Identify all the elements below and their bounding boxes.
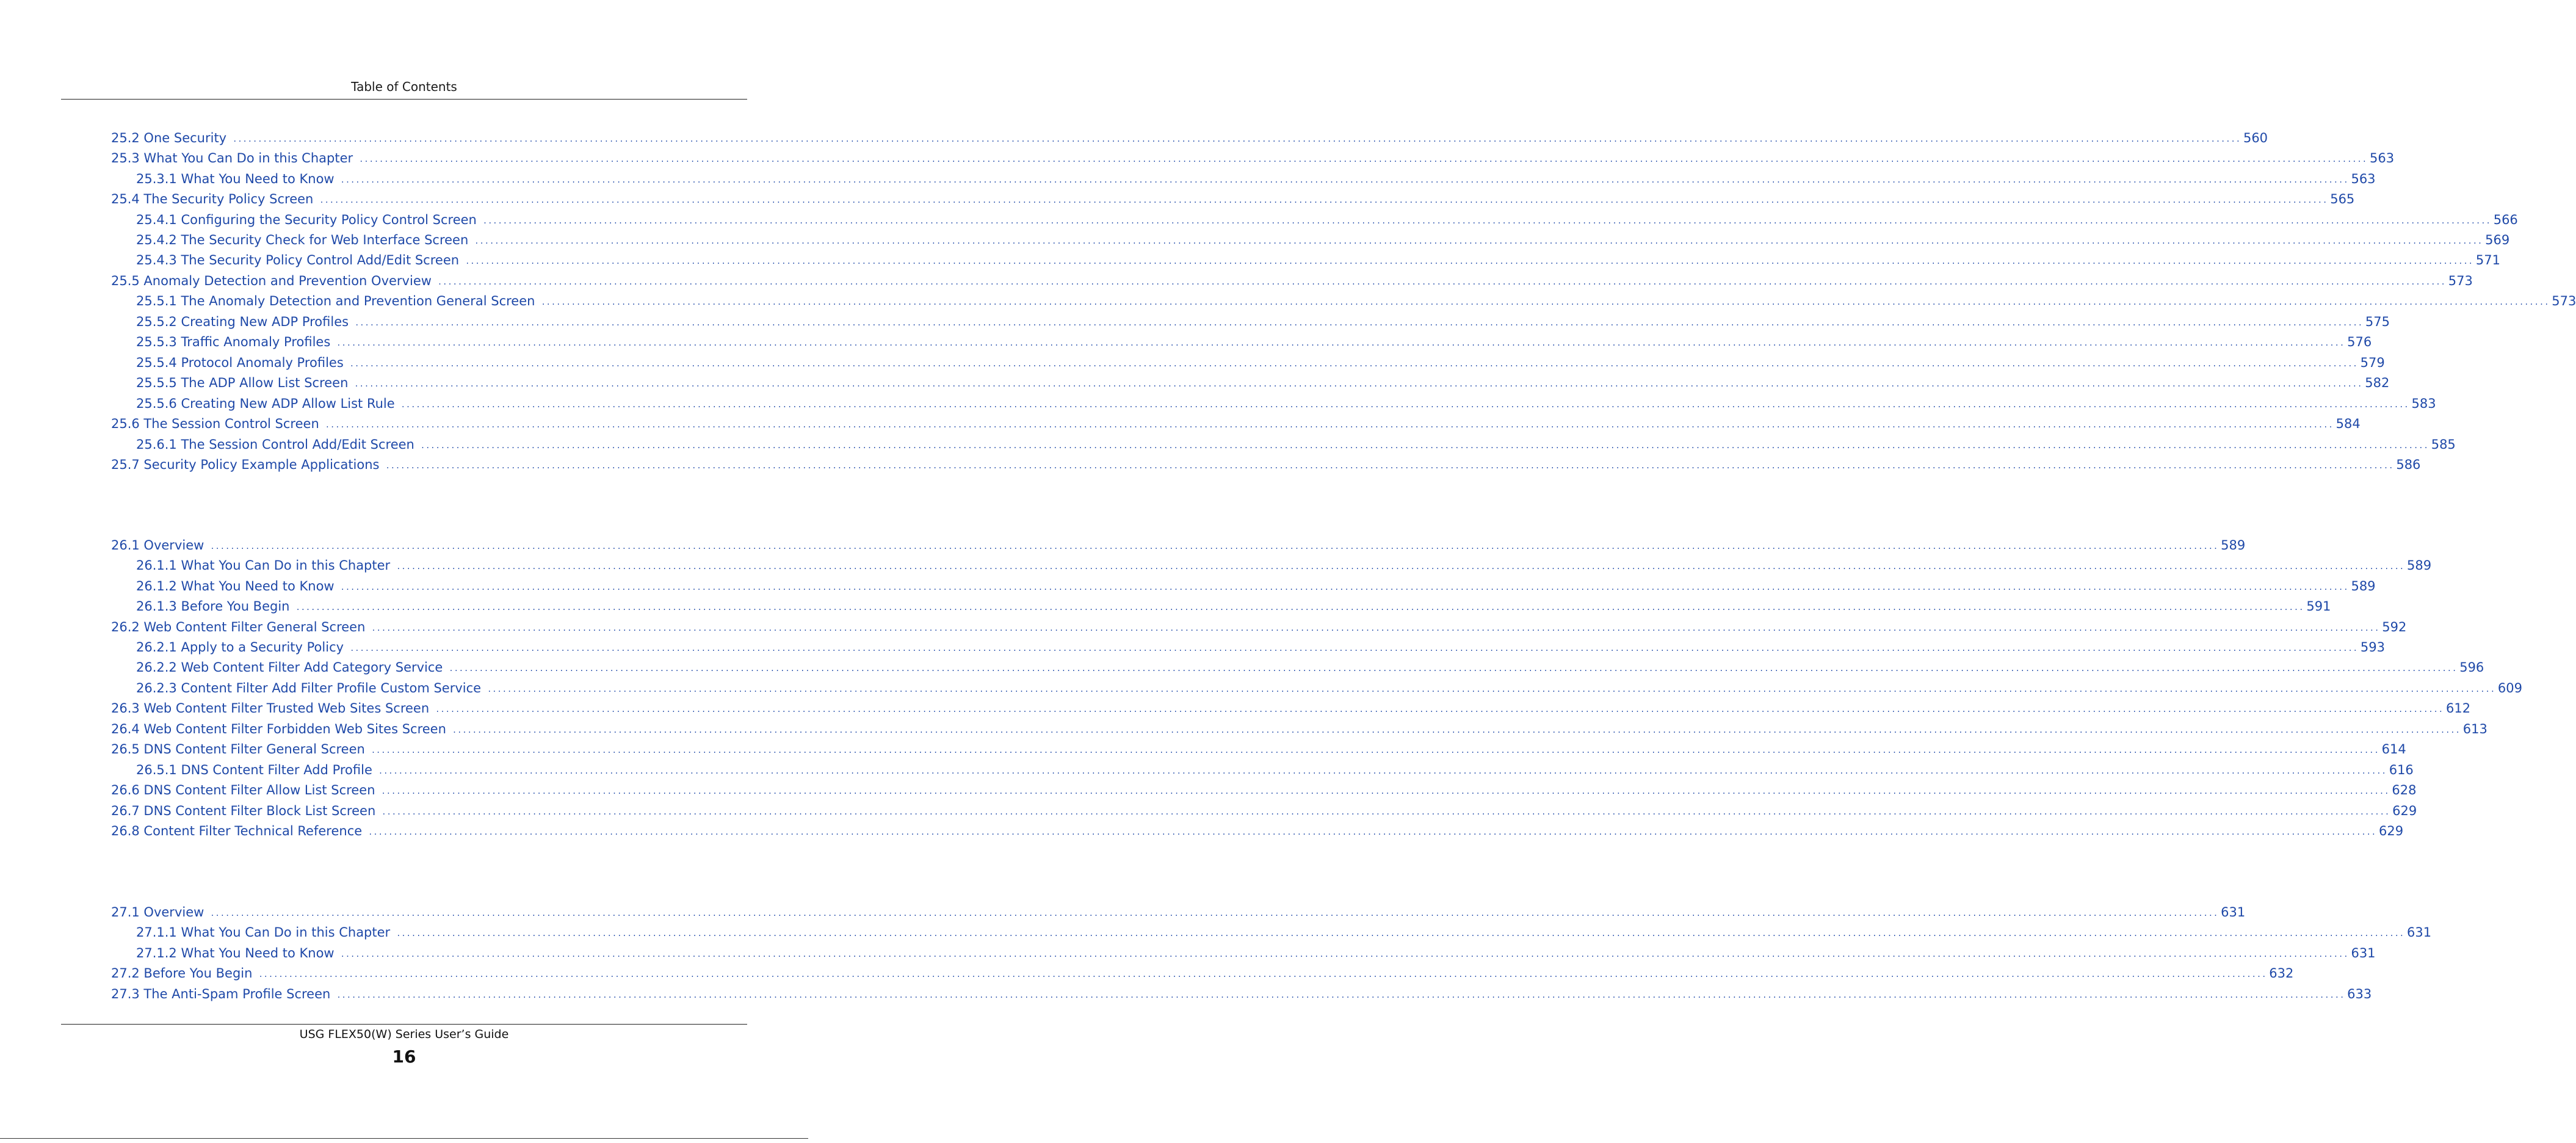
toc-entry-page-number[interactable]: 616 <box>2389 762 2414 777</box>
toc-dot-leader: ................................................................................................................................................................................................................................................................................................................................................................................................................ <box>381 787 2390 796</box>
toc-entry-page-number[interactable]: 575 <box>2365 314 2390 329</box>
toc-entry[interactable] <box>111 780 2417 800</box>
toc-dot-leader: ................................................................................................................................................................................................................................................................................................................................................................................................................ <box>452 725 2461 735</box>
toc-entry-title[interactable]: 25.6 The Session Control Screen <box>111 416 319 432</box>
toc-entry[interactable] <box>136 209 2518 230</box>
toc-entry-title[interactable]: 25.5.1 The Anomaly Detection and Prevention General Screen <box>136 294 535 309</box>
toc-entry[interactable] <box>136 393 2436 414</box>
toc-entry-title[interactable]: 26.4 Web Content Filter Forbidden Web Sites Screen <box>111 721 446 736</box>
toc-entry[interactable] <box>136 250 2500 271</box>
toc-dot-leader: ................................................................................................................................................................................................................................................................................................................................................................................................................ <box>233 134 2241 143</box>
toc-entry-page-number[interactable]: 629 <box>2392 803 2417 818</box>
toc-entry-page-number[interactable]: 631 <box>2407 925 2432 940</box>
toc-entry-title[interactable]: 26.8 Content Filter Technical Reference <box>111 824 363 839</box>
toc-dot-leader: ................................................................................................................................................................................................................................................................................................................................................................................................................ <box>482 216 2491 225</box>
toc-entry-title[interactable]: 26.2.2 Web Content Filter Add Category Service <box>136 660 443 675</box>
toc-entry-page-number[interactable]: 596 <box>2459 660 2484 675</box>
toc-dot-leader: ................................................................................................................................................................................................................................................................................................................................................................................................................ <box>325 421 2334 430</box>
toc-entry-title[interactable]: 26.2.1 Apply to a Security Policy <box>136 640 344 655</box>
toc-dot-leader: ................................................................................................................................................................................................................................................................................................................................................................................................................ <box>210 542 2219 551</box>
toc-entry-title[interactable]: 26.1.3 Before You Begin <box>136 599 290 614</box>
toc-entry-title[interactable]: 25.5 Anomaly Detection and Prevention Overview <box>111 273 432 288</box>
toc-entry-page-number[interactable]: 589 <box>2221 537 2246 553</box>
toc-dot-leader: ................................................................................................................................................................................................................................................................................................................................................................................................................ <box>541 298 2550 307</box>
toc-dot-leader: ................................................................................................................................................................................................................................................................................................................................................................................................................ <box>336 990 2345 1000</box>
toc-entry[interactable] <box>136 311 2390 332</box>
toc-entry-page-number[interactable]: 569 <box>2485 233 2510 247</box>
toc-entry-title[interactable]: 25.4.3 The Security Policy Control Add/Edit Screen <box>136 253 460 268</box>
toc-dot-leader: ................................................................................................................................................................................................................................................................................................................................................................................................................ <box>349 359 2358 368</box>
toc-entry-page-number[interactable]: 592 <box>2382 619 2407 634</box>
toc-entry-page-number[interactable]: 589 <box>2407 558 2432 573</box>
toc-dot-leader: ................................................................................................................................................................................................................................................................................................................................................................................................................ <box>474 237 2483 245</box>
toc-dot-leader: ................................................................................................................................................................................................................................................................................................................................................................................................................ <box>350 644 2358 653</box>
toc-entry-page-number[interactable]: 583 <box>2411 396 2436 411</box>
toc-entry-title[interactable]: 25.3 What You Can Do in this Chapter <box>111 151 353 166</box>
toc-dot-leader: ................................................................................................................................................................................................................................................................................................................................................................................................................ <box>385 461 2394 470</box>
toc-entry-title[interactable]: 25.5.2 Creating New ADP Profiles <box>136 314 349 329</box>
toc-entry[interactable] <box>111 270 2473 291</box>
toc-entry[interactable] <box>111 902 2246 923</box>
toc-entry-title[interactable]: 26.6 DNS Content Filter Allow List Screen <box>111 783 375 798</box>
toc-entry[interactable] <box>136 760 2414 780</box>
toc-entry[interactable] <box>111 821 2404 841</box>
toc-entry-page-number[interactable]: 609 <box>2497 680 2523 695</box>
toc-dot-leader: ................................................................................................................................................................................................................................................................................................................................................................................................................ <box>319 196 2328 205</box>
toc-dot-leader: ................................................................................................................................................................................................................................................................................................................................................................................................................ <box>465 257 2473 266</box>
toc-entry-title[interactable]: 25.4.2 The Security Check for Web Interface Screen <box>136 233 469 247</box>
toc-dot-leader: ................................................................................................................................................................................................................................................................................................................................................................................................................ <box>336 339 2345 348</box>
toc-dot-leader: ................................................................................................................................................................................................................................................................................................................................................................................................................ <box>355 318 2363 327</box>
toc-entry[interactable] <box>111 617 2407 637</box>
toc-entry[interactable] <box>136 332 2372 353</box>
toc-entry-title[interactable]: 25.3.1 What You Need to Know <box>136 171 335 186</box>
toc-entry-title[interactable]: 25.5.4 Protocol Anomaly Profiles <box>136 355 344 370</box>
toc-dot-leader: ................................................................................................................................................................................................................................................................................................................................................................................................................ <box>340 949 2349 959</box>
toc-dot-leader: ................................................................................................................................................................................................................................................................................................................................................................................................................ <box>340 175 2349 184</box>
toc-entry[interactable] <box>136 658 2484 678</box>
toc-entry-page-number[interactable]: 591 <box>2306 599 2331 614</box>
toc-entry-title[interactable]: 26.5 DNS Content Filter General Screen <box>111 742 365 757</box>
toc-entry-page-number[interactable]: 631 <box>2221 904 2246 920</box>
toc-dot-leader: ................................................................................................................................................................................................................................................................................................................................................................................................................ <box>354 380 2363 389</box>
toc-entry[interactable] <box>111 413 2361 434</box>
toc-entry-page-number[interactable]: 563 <box>2351 171 2376 186</box>
toc-entry[interactable] <box>111 984 2372 1004</box>
toc-entry-page-number[interactable]: 579 <box>2360 355 2385 370</box>
toc-entry-title[interactable]: 26.7 DNS Content Filter Block List Screen <box>111 803 376 818</box>
toc-entry-title[interactable]: 26.3 Web Content Filter Trusted Web Sites Screen <box>111 701 430 716</box>
toc-entry[interactable] <box>136 169 2376 189</box>
toc-entry-page-number[interactable]: 582 <box>2365 376 2390 391</box>
toc-entry-title[interactable]: 25.7 Security Policy Example Applications <box>111 457 380 472</box>
toc-entry-page-number[interactable]: 628 <box>2392 783 2417 798</box>
toc-entry[interactable] <box>111 963 2294 984</box>
toc-entry-page-number[interactable]: 632 <box>2269 966 2294 981</box>
toc-dot-leader: ................................................................................................................................................................................................................................................................................................................................................................................................................ <box>368 828 2377 837</box>
toc-entry-title[interactable]: 26.5.1 DNS Content Filter Add Profile <box>136 762 372 777</box>
toc-dot-leader: ................................................................................................................................................................................................................................................................................................................................................................................................................ <box>400 400 2409 409</box>
toc-entry-page-number[interactable]: 631 <box>2351 945 2376 960</box>
page-bottom-line <box>0 1138 808 1139</box>
toc-dot-leader: ................................................................................................................................................................................................................................................................................................................................................................................................................ <box>340 582 2349 592</box>
toc-entry-page-number[interactable]: 633 <box>2347 986 2372 1001</box>
toc-dot-leader: ................................................................................................................................................................................................................................................................................................................................................................................................................ <box>396 929 2405 938</box>
toc-entry-title[interactable]: 25.5.6 Creating New ADP Allow List Rule <box>136 396 395 411</box>
toc-dot-leader: ................................................................................................................................................................................................................................................................................................................................................................................................................ <box>371 623 2380 633</box>
toc-entry-title[interactable]: 25.2 One Security <box>111 130 227 145</box>
toc-entry-title[interactable]: 26.1.1 What You Can Do in this Chapter <box>136 558 391 573</box>
toc-entry[interactable] <box>136 678 2523 699</box>
toc-dot-leader: ................................................................................................................................................................................................................................................................................................................................................................................................................ <box>378 766 2387 775</box>
toc-entry[interactable] <box>111 719 2487 739</box>
toc-entry[interactable] <box>136 434 2456 455</box>
toc-entry-page-number[interactable]: 585 <box>2431 437 2456 452</box>
toc-entry-page-number[interactable]: 584 <box>2335 416 2361 432</box>
toc-entry[interactable] <box>111 454 2421 475</box>
toc-entry-page-number[interactable]: 573 <box>2448 273 2473 288</box>
toc-entry-title[interactable]: 27.3 The Anti-Spam Profile Screen <box>111 986 331 1001</box>
toc-dot-leader: ................................................................................................................................................................................................................................................................................................................................................................................................................ <box>210 909 2219 918</box>
toc-entry[interactable] <box>136 555 2432 576</box>
toc-entry-page-number[interactable]: 593 <box>2360 640 2385 655</box>
toc-entry[interactable] <box>136 230 2510 250</box>
toc-entry[interactable] <box>136 352 2385 373</box>
toc-entry-title[interactable]: 25.5.3 Traffic Anomaly Profiles <box>136 335 331 350</box>
toc-entry[interactable] <box>136 372 2390 393</box>
toc-entry-page-number[interactable]: 586 <box>2396 457 2421 472</box>
toc-entry-title[interactable]: 26.2 Web Content Filter General Screen <box>111 619 366 634</box>
toc-dot-leader: ................................................................................................................................................................................................................................................................................................................................................................................................................ <box>382 807 2390 816</box>
toc-entry[interactable] <box>136 922 2432 943</box>
footer-rule <box>61 1024 747 1025</box>
toc-entry-title[interactable]: 26.1.2 What You Need to Know <box>136 578 335 593</box>
toc-entry-page-number[interactable]: 612 <box>2446 701 2471 716</box>
toc-entry-title[interactable]: 25.6.1 The Session Control Add/Edit Screen <box>136 437 414 452</box>
toc-dot-leader: ................................................................................................................................................................................................................................................................................................................................................................................................................ <box>435 705 2444 714</box>
toc-dot-leader: ................................................................................................................................................................................................................................................................................................................................................................................................................ <box>437 277 2446 286</box>
toc-entry-page-number[interactable]: 613 <box>2462 721 2487 736</box>
toc-entry-title[interactable]: 26.2.3 Content Filter Add Filter Profile Custom Service <box>136 680 482 695</box>
page-header-title: Table of Contents <box>351 79 457 94</box>
toc-entry-page-number[interactable]: 614 <box>2381 742 2406 757</box>
toc-entry[interactable] <box>136 576 2376 597</box>
toc-entry[interactable] <box>111 699 2471 719</box>
toc-entry-page-number[interactable]: 563 <box>2369 151 2395 166</box>
toc-entry-title[interactable]: 27.1 Overview <box>111 904 204 920</box>
toc-entry-title[interactable]: 27.1.1 What You Can Do in this Chapter <box>136 925 391 940</box>
toc-entry-page-number[interactable]: 560 <box>2243 130 2268 145</box>
toc-entry-title[interactable]: 25.4 The Security Policy Screen <box>111 192 314 207</box>
toc-entry[interactable] <box>136 291 2576 312</box>
toc-entry-page-number[interactable]: 566 <box>2493 212 2518 227</box>
toc-entry-page-number[interactable]: 573 <box>2552 294 2576 309</box>
toc-dot-leader: ................................................................................................................................................................................................................................................................................................................................................................................................................ <box>420 441 2429 450</box>
footer-page-number: 16 <box>392 1047 416 1067</box>
toc-entry-page-number[interactable]: 629 <box>2379 824 2404 839</box>
toc-entry-title[interactable]: 25.4.1 Configuring the Security Policy Control Screen <box>136 212 477 227</box>
header-rule <box>61 99 747 100</box>
toc-entry-page-number[interactable]: 571 <box>2475 253 2500 268</box>
toc-entry-title[interactable]: 26.1 Overview <box>111 537 204 553</box>
toc-entry[interactable] <box>136 596 2331 617</box>
toc-entry-title[interactable]: 25.5.5 The ADP Allow List Screen <box>136 376 349 391</box>
toc-entry[interactable] <box>136 943 2376 963</box>
toc-entry[interactable] <box>111 535 2246 556</box>
toc-entry[interactable] <box>136 637 2385 658</box>
toc-entry[interactable] <box>111 148 2395 169</box>
toc-entry[interactable] <box>111 128 2268 148</box>
footer-guide-title: USG FLEX50(W) Series User’s Guide <box>299 1028 509 1041</box>
toc-dot-leader: ................................................................................................................................................................................................................................................................................................................................................................................................................ <box>449 664 2458 673</box>
toc-entry[interactable] <box>111 189 2355 209</box>
toc-dot-leader: ................................................................................................................................................................................................................................................................................................................................................................................................................ <box>359 155 2367 164</box>
toc-entry-page-number[interactable]: 576 <box>2347 335 2372 350</box>
toc-entry[interactable] <box>111 739 2406 760</box>
toc-dot-leader: ................................................................................................................................................................................................................................................................................................................................................................................................................ <box>487 684 2495 694</box>
toc-entry-page-number[interactable]: 589 <box>2351 578 2376 593</box>
toc-dot-leader: ................................................................................................................................................................................................................................................................................................................................................................................................................ <box>371 746 2379 755</box>
toc-entry-page-number[interactable]: 565 <box>2330 192 2355 207</box>
toc-entry-title[interactable]: 27.1.2 What You Need to Know <box>136 945 335 960</box>
toc-dot-leader: ................................................................................................................................................................................................................................................................................................................................................................................................................ <box>396 562 2405 572</box>
toc-dot-leader: ................................................................................................................................................................................................................................................................................................................................................................................................................ <box>258 970 2267 979</box>
toc-entry-title[interactable]: 27.2 Before You Begin <box>111 966 253 981</box>
toc-dot-leader: ................................................................................................................................................................................................................................................................................................................................................................................................................ <box>295 603 2304 612</box>
toc-entry[interactable] <box>111 800 2417 821</box>
